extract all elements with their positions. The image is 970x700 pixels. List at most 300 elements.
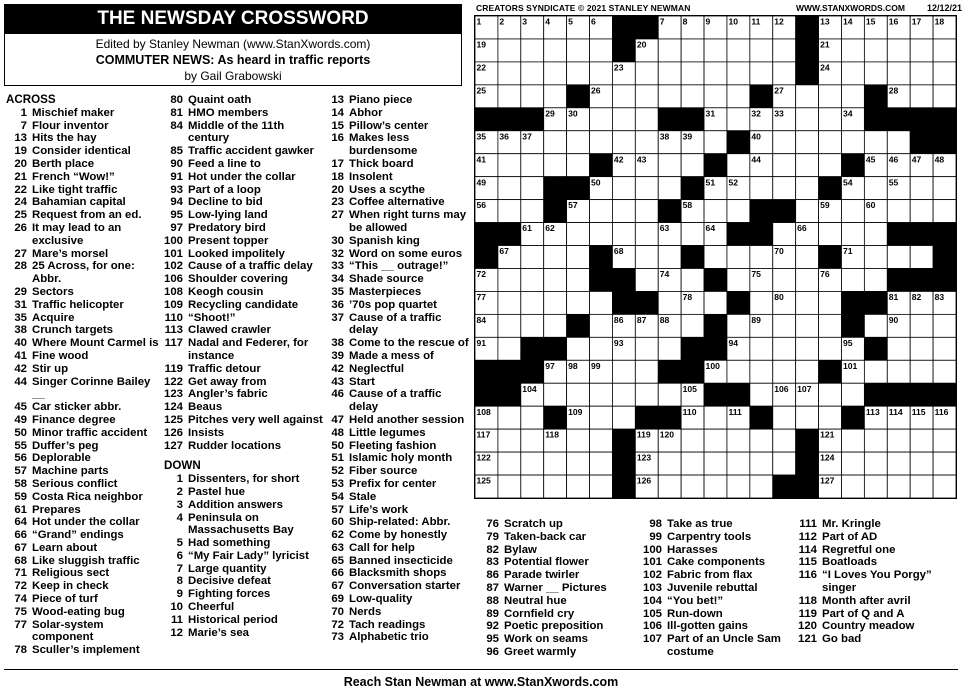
clue-item[interactable]	[6, 299, 160, 312]
grid-cell[interactable]	[681, 39, 704, 62]
grid-cell[interactable]	[544, 452, 567, 475]
grid-cell[interactable]	[498, 177, 521, 200]
grid-cell[interactable]	[635, 383, 658, 406]
clue-item[interactable]	[640, 531, 800, 544]
clue-item[interactable]	[329, 286, 469, 299]
grid-cell[interactable]	[864, 223, 887, 246]
grid-cell[interactable]	[864, 39, 887, 62]
clue-item[interactable]	[164, 414, 328, 427]
grid-cell[interactable]	[635, 131, 658, 154]
clue-item[interactable]	[329, 388, 469, 414]
grid-cell[interactable]	[750, 62, 773, 85]
clue-item[interactable]	[164, 158, 328, 171]
grid-cell[interactable]	[864, 268, 887, 291]
clue-item[interactable]	[484, 544, 634, 557]
grid-cell[interactable]	[567, 39, 590, 62]
clue-item[interactable]	[6, 376, 160, 402]
grid-cell[interactable]	[681, 475, 704, 498]
grid-cell[interactable]	[727, 39, 750, 62]
grid-cell[interactable]	[658, 85, 681, 108]
grid-cell[interactable]	[910, 62, 933, 85]
grid-cell[interactable]	[635, 337, 658, 360]
grid-cell[interactable]	[590, 131, 613, 154]
grid-cell[interactable]	[819, 291, 842, 314]
grid-cell[interactable]	[864, 429, 887, 452]
grid-cell[interactable]	[933, 200, 956, 223]
clue-item[interactable]	[164, 512, 328, 538]
clue-item[interactable]	[164, 273, 328, 286]
clue-item[interactable]	[329, 94, 469, 107]
grid-cell[interactable]	[544, 314, 567, 337]
grid-cell[interactable]	[933, 85, 956, 108]
grid-cell[interactable]	[704, 291, 727, 314]
clue-item[interactable]	[164, 601, 328, 614]
grid-cell[interactable]	[841, 268, 864, 291]
grid-cell[interactable]	[704, 452, 727, 475]
clue-item[interactable]	[798, 569, 958, 595]
clue-item[interactable]	[6, 504, 160, 517]
grid-cell[interactable]	[864, 360, 887, 383]
grid-cell[interactable]	[727, 429, 750, 452]
clue-item[interactable]	[329, 619, 469, 632]
grid-cell[interactable]	[590, 200, 613, 223]
clue-item[interactable]	[329, 555, 469, 568]
clue-item[interactable]	[6, 580, 160, 593]
clue-item[interactable]	[6, 184, 160, 197]
grid-cell[interactable]	[887, 246, 910, 269]
grid-cell[interactable]	[635, 62, 658, 85]
grid-cell[interactable]	[544, 154, 567, 177]
clue-item[interactable]	[164, 563, 328, 576]
grid-cell[interactable]	[727, 108, 750, 131]
clue-item[interactable]	[6, 196, 160, 209]
clue-item[interactable]	[329, 158, 469, 171]
grid-cell[interactable]	[681, 62, 704, 85]
grid-cell[interactable]	[796, 108, 819, 131]
grid-cell[interactable]	[612, 85, 635, 108]
clue-item[interactable]	[6, 337, 160, 350]
grid-cell[interactable]	[635, 200, 658, 223]
clue-item[interactable]	[640, 608, 800, 621]
grid-cell[interactable]	[864, 131, 887, 154]
grid-cell[interactable]	[635, 268, 658, 291]
clue-item[interactable]	[164, 427, 328, 440]
grid-cell[interactable]	[567, 131, 590, 154]
grid-cell[interactable]	[567, 452, 590, 475]
clue-item[interactable]	[329, 440, 469, 453]
grid-cell[interactable]	[910, 337, 933, 360]
grid-cell[interactable]	[841, 383, 864, 406]
clue-item[interactable]	[798, 518, 958, 531]
clue-item[interactable]	[164, 537, 328, 550]
clue-item[interactable]	[329, 567, 469, 580]
grid-cell[interactable]	[796, 337, 819, 360]
clue-item[interactable]	[164, 286, 328, 299]
clue-item[interactable]	[640, 633, 800, 659]
grid-cell[interactable]	[704, 62, 727, 85]
grid-cell[interactable]	[635, 246, 658, 269]
grid-cell[interactable]	[521, 177, 544, 200]
grid-cell[interactable]	[841, 429, 864, 452]
grid-cell[interactable]	[910, 177, 933, 200]
clue-item[interactable]	[6, 132, 160, 145]
clue-item[interactable]	[6, 478, 160, 491]
clue-item[interactable]	[6, 465, 160, 478]
clue-item[interactable]	[6, 222, 160, 248]
clue-item[interactable]	[329, 542, 469, 555]
grid-cell[interactable]	[887, 39, 910, 62]
grid-cell[interactable]	[658, 62, 681, 85]
clue-item[interactable]	[6, 350, 160, 363]
grid-cell[interactable]	[727, 452, 750, 475]
grid-cell[interactable]	[498, 406, 521, 429]
grid-cell[interactable]	[498, 39, 521, 62]
clue-item[interactable]	[329, 363, 469, 376]
grid-cell[interactable]	[635, 177, 658, 200]
clue-item[interactable]	[6, 440, 160, 453]
clue-item[interactable]	[329, 209, 469, 235]
grid-cell[interactable]	[521, 291, 544, 314]
clue-item[interactable]	[329, 631, 469, 644]
clue-item[interactable]	[329, 171, 469, 184]
clue-item[interactable]	[798, 544, 958, 557]
grid-cell[interactable]	[521, 62, 544, 85]
clue-item[interactable]	[164, 550, 328, 563]
grid-cell[interactable]	[933, 314, 956, 337]
grid-cell[interactable]	[544, 85, 567, 108]
grid-cell[interactable]	[933, 177, 956, 200]
crossword-grid[interactable]	[474, 15, 957, 499]
grid-cell[interactable]	[910, 452, 933, 475]
grid-cell[interactable]	[612, 177, 635, 200]
clue-item[interactable]	[164, 145, 328, 158]
clue-item[interactable]	[6, 171, 160, 184]
grid-cell[interactable]	[773, 177, 796, 200]
grid-cell[interactable]	[796, 154, 819, 177]
clue-item[interactable]	[484, 518, 634, 531]
clue-item[interactable]	[6, 644, 160, 657]
grid-cell[interactable]	[658, 337, 681, 360]
grid-cell[interactable]	[773, 360, 796, 383]
clue-item[interactable]	[329, 529, 469, 542]
grid-cell[interactable]	[910, 475, 933, 498]
grid-cell[interactable]	[910, 85, 933, 108]
grid-cell[interactable]	[544, 383, 567, 406]
grid-cell[interactable]	[933, 62, 956, 85]
clue-item[interactable]	[6, 286, 160, 299]
grid-cell[interactable]	[590, 314, 613, 337]
grid-cell[interactable]	[887, 452, 910, 475]
grid-cell[interactable]	[635, 223, 658, 246]
grid-cell[interactable]	[864, 177, 887, 200]
grid-cell[interactable]	[681, 85, 704, 108]
clue-item[interactable]	[484, 582, 634, 595]
clue-item[interactable]	[6, 491, 160, 504]
grid-cell[interactable]	[887, 360, 910, 383]
clue-item[interactable]	[164, 440, 328, 453]
grid-cell[interactable]	[773, 406, 796, 429]
grid-cell[interactable]	[887, 337, 910, 360]
grid-cell[interactable]	[933, 429, 956, 452]
clue-item[interactable]	[329, 376, 469, 389]
clue-item[interactable]	[329, 491, 469, 504]
grid-cell[interactable]	[727, 154, 750, 177]
grid-cell[interactable]	[750, 246, 773, 269]
grid-cell[interactable]	[681, 314, 704, 337]
grid-cell[interactable]	[590, 223, 613, 246]
clue-item[interactable]	[164, 324, 328, 337]
grid-cell[interactable]	[819, 383, 842, 406]
clue-item[interactable]	[329, 196, 469, 209]
clue-item[interactable]	[164, 222, 328, 235]
grid-cell[interactable]	[887, 131, 910, 154]
grid-cell[interactable]	[887, 429, 910, 452]
grid-cell[interactable]	[590, 62, 613, 85]
clue-item[interactable]	[484, 595, 634, 608]
clue-item[interactable]	[164, 575, 328, 588]
grid-cell[interactable]	[910, 200, 933, 223]
grid-cell[interactable]	[864, 62, 887, 85]
grid-cell[interactable]	[750, 291, 773, 314]
grid-cell[interactable]	[704, 406, 727, 429]
grid-cell[interactable]	[933, 452, 956, 475]
clue-item[interactable]	[164, 184, 328, 197]
clue-item[interactable]	[329, 593, 469, 606]
grid-cell[interactable]	[819, 314, 842, 337]
clue-item[interactable]	[164, 94, 328, 107]
grid-cell[interactable]	[612, 131, 635, 154]
clue-item[interactable]	[6, 542, 160, 555]
grid-cell[interactable]	[796, 360, 819, 383]
clue-item[interactable]	[329, 452, 469, 465]
grid-cell[interactable]	[658, 39, 681, 62]
clue-item[interactable]	[329, 350, 469, 363]
grid-cell[interactable]	[796, 85, 819, 108]
grid-cell[interactable]	[498, 429, 521, 452]
grid-cell[interactable]	[773, 154, 796, 177]
clue-item[interactable]	[6, 619, 160, 645]
grid-cell[interactable]	[773, 223, 796, 246]
clue-item[interactable]	[164, 248, 328, 261]
grid-cell[interactable]	[544, 246, 567, 269]
grid-cell[interactable]	[658, 154, 681, 177]
grid-cell[interactable]	[544, 39, 567, 62]
clue-item[interactable]	[6, 529, 160, 542]
clue-item[interactable]	[329, 107, 469, 120]
clue-item[interactable]	[164, 312, 328, 325]
clue-item[interactable]	[484, 620, 634, 633]
grid-cell[interactable]	[521, 452, 544, 475]
grid-cell[interactable]	[498, 85, 521, 108]
grid-cell[interactable]	[498, 475, 521, 498]
grid-cell[interactable]	[727, 475, 750, 498]
grid-cell[interactable]	[796, 314, 819, 337]
grid-cell[interactable]	[773, 62, 796, 85]
clue-item[interactable]	[164, 171, 328, 184]
grid-cell[interactable]	[590, 108, 613, 131]
clue-item[interactable]	[164, 260, 328, 273]
grid-cell[interactable]	[819, 337, 842, 360]
clue-item[interactable]	[6, 248, 160, 261]
grid-svg[interactable]	[475, 16, 958, 500]
clue-item[interactable]	[640, 556, 800, 569]
grid-cell[interactable]	[819, 131, 842, 154]
grid-cell[interactable]	[887, 200, 910, 223]
grid-cell[interactable]	[590, 475, 613, 498]
clue-item[interactable]	[164, 337, 328, 363]
clue-item[interactable]	[484, 556, 634, 569]
grid-cell[interactable]	[750, 39, 773, 62]
grid-cell[interactable]	[864, 246, 887, 269]
clue-item[interactable]	[6, 427, 160, 440]
clue-item[interactable]	[164, 299, 328, 312]
clue-item[interactable]	[798, 556, 958, 569]
clue-item[interactable]	[164, 196, 328, 209]
clue-item[interactable]	[6, 107, 160, 120]
clue-item[interactable]	[6, 209, 160, 222]
clue-item[interactable]	[164, 363, 328, 376]
grid-cell[interactable]	[933, 475, 956, 498]
grid-cell[interactable]	[681, 429, 704, 452]
clue-item[interactable]	[798, 608, 958, 621]
grid-cell[interactable]	[727, 85, 750, 108]
grid-cell[interactable]	[498, 452, 521, 475]
clue-item[interactable]	[484, 633, 634, 646]
grid-cell[interactable]	[796, 291, 819, 314]
grid-cell[interactable]	[498, 337, 521, 360]
grid-cell[interactable]	[704, 429, 727, 452]
grid-cell[interactable]	[567, 246, 590, 269]
grid-cell[interactable]	[796, 131, 819, 154]
grid-cell[interactable]	[864, 475, 887, 498]
grid-cell[interactable]	[567, 429, 590, 452]
grid-cell[interactable]	[681, 223, 704, 246]
grid-cell[interactable]	[910, 429, 933, 452]
clue-item[interactable]	[164, 209, 328, 222]
grid-cell[interactable]	[704, 475, 727, 498]
clue-item[interactable]	[329, 606, 469, 619]
grid-cell[interactable]	[841, 39, 864, 62]
clue-item[interactable]	[640, 569, 800, 582]
grid-cell[interactable]	[612, 406, 635, 429]
clue-item[interactable]	[329, 337, 469, 350]
grid-cell[interactable]	[796, 177, 819, 200]
grid-cell[interactable]	[590, 337, 613, 360]
grid-cell[interactable]	[567, 62, 590, 85]
grid-cell[interactable]	[864, 314, 887, 337]
grid-cell[interactable]	[498, 200, 521, 223]
grid-cell[interactable]	[635, 108, 658, 131]
grid-cell[interactable]	[567, 154, 590, 177]
grid-cell[interactable]	[727, 200, 750, 223]
grid-cell[interactable]	[544, 62, 567, 85]
clue-item[interactable]	[329, 120, 469, 133]
clue-item[interactable]	[164, 473, 328, 486]
grid-cell[interactable]	[567, 475, 590, 498]
grid-cell[interactable]	[704, 246, 727, 269]
grid-cell[interactable]	[819, 406, 842, 429]
grid-cell[interactable]	[521, 429, 544, 452]
clue-item[interactable]	[329, 414, 469, 427]
grid-cell[interactable]	[498, 268, 521, 291]
grid-cell[interactable]	[933, 360, 956, 383]
grid-cell[interactable]	[498, 62, 521, 85]
grid-cell[interactable]	[841, 475, 864, 498]
clue-item[interactable]	[484, 646, 634, 659]
clue-item[interactable]	[6, 555, 160, 568]
clue-item[interactable]	[164, 401, 328, 414]
grid-cell[interactable]	[727, 314, 750, 337]
grid-cell[interactable]	[498, 314, 521, 337]
grid-cell[interactable]	[727, 62, 750, 85]
clue-item[interactable]	[484, 608, 634, 621]
grid-cell[interactable]	[910, 360, 933, 383]
grid-cell[interactable]	[612, 108, 635, 131]
grid-cell[interactable]	[750, 383, 773, 406]
clue-item[interactable]	[798, 595, 958, 608]
grid-cell[interactable]	[590, 291, 613, 314]
grid-cell[interactable]	[590, 383, 613, 406]
clue-item[interactable]	[484, 569, 634, 582]
grid-cell[interactable]	[796, 200, 819, 223]
clue-item[interactable]	[6, 567, 160, 580]
grid-cell[interactable]	[498, 291, 521, 314]
grid-cell[interactable]	[841, 223, 864, 246]
grid-cell[interactable]	[773, 131, 796, 154]
grid-cell[interactable]	[521, 406, 544, 429]
grid-cell[interactable]	[635, 85, 658, 108]
grid-cell[interactable]	[910, 314, 933, 337]
grid-cell[interactable]	[590, 39, 613, 62]
grid-cell[interactable]	[819, 85, 842, 108]
grid-cell[interactable]	[544, 268, 567, 291]
grid-cell[interactable]	[910, 246, 933, 269]
grid-cell[interactable]	[544, 291, 567, 314]
clue-item[interactable]	[798, 620, 958, 633]
grid-cell[interactable]	[773, 429, 796, 452]
grid-cell[interactable]	[864, 452, 887, 475]
grid-cell[interactable]	[635, 360, 658, 383]
grid-cell[interactable]	[567, 337, 590, 360]
clue-item[interactable]	[164, 376, 328, 389]
grid-cell[interactable]	[567, 383, 590, 406]
clue-item[interactable]	[6, 606, 160, 619]
clue-item[interactable]	[164, 486, 328, 499]
clue-item[interactable]	[164, 120, 328, 146]
grid-cell[interactable]	[887, 62, 910, 85]
grid-cell[interactable]	[612, 360, 635, 383]
grid-cell[interactable]	[887, 475, 910, 498]
grid-cell[interactable]	[727, 268, 750, 291]
grid-cell[interactable]	[544, 131, 567, 154]
clue-item[interactable]	[329, 465, 469, 478]
grid-cell[interactable]	[750, 337, 773, 360]
clue-item[interactable]	[164, 627, 328, 640]
clue-item[interactable]	[329, 248, 469, 261]
clue-item[interactable]	[329, 184, 469, 197]
clue-item[interactable]	[6, 324, 160, 337]
clue-item[interactable]	[6, 145, 160, 158]
grid-cell[interactable]	[681, 268, 704, 291]
grid-cell[interactable]	[773, 39, 796, 62]
grid-cell[interactable]	[567, 291, 590, 314]
grid-cell[interactable]	[910, 39, 933, 62]
grid-cell[interactable]	[933, 337, 956, 360]
clue-item[interactable]	[329, 132, 469, 158]
clue-item[interactable]	[640, 544, 800, 557]
grid-cell[interactable]	[704, 39, 727, 62]
grid-cell[interactable]	[658, 177, 681, 200]
